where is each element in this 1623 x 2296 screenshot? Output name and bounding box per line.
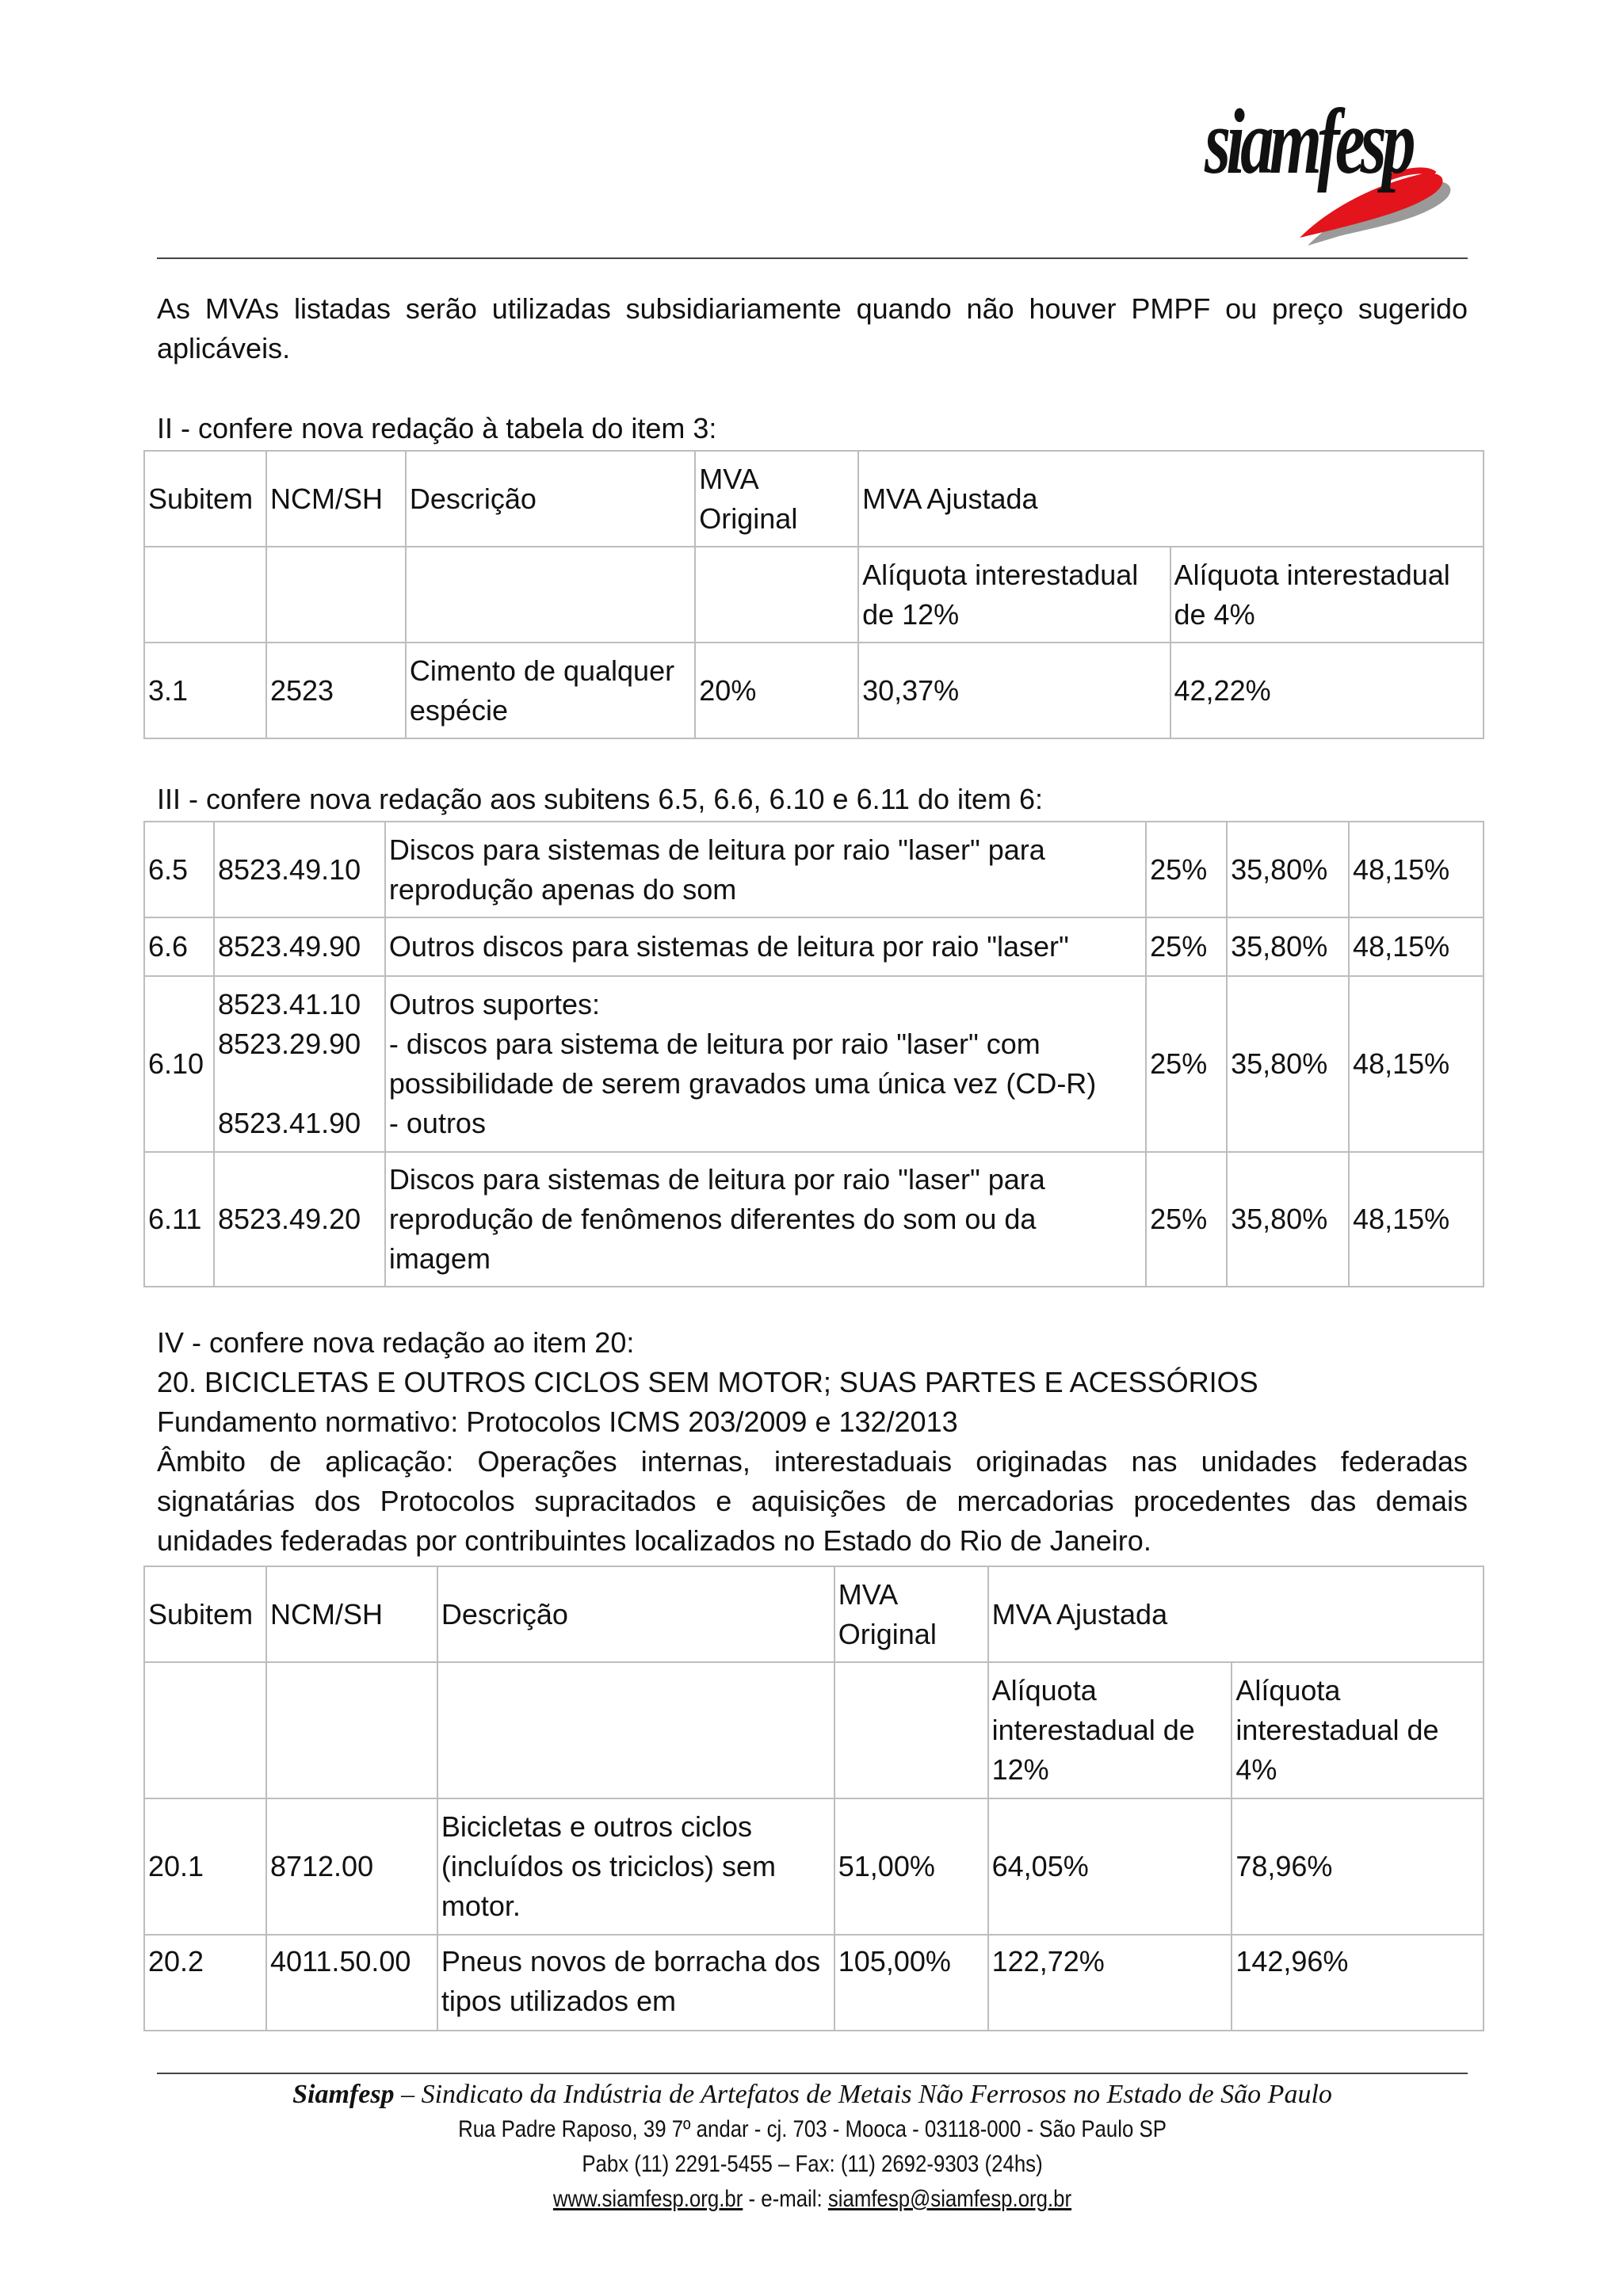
table-row bbox=[144, 822, 1484, 917]
intro-paragraph: As MVAs listadas serão utilizadas subsidiariamente quando não houver PMPF ou preço sugerido aplicáveis. bbox=[157, 292, 1468, 364]
cell-ncm: 4011.50.00 bbox=[266, 1935, 437, 2031]
section-4-ambito: Âmbito de aplicação: Operações internas, interestaduais originadas nas unidades federadas signatárias dos Protocolos supracitados e aquisições de mercadorias procedentes das demais unidades federadas por contribuintes localizados no Estado do Rio de Janeiro. bbox=[157, 1445, 1468, 1557]
cell-mva-original: 105,00% bbox=[834, 1935, 988, 2031]
cell-mva-4: 142,96% bbox=[1232, 1935, 1484, 2031]
cell-mva-4: 48,15% bbox=[1349, 1152, 1484, 1287]
table-header-row bbox=[144, 1566, 1484, 1662]
ncm-line: 8523.41.90 bbox=[217, 1107, 361, 1139]
ncm-line: 8523.29.90 bbox=[217, 1028, 361, 1060]
cell-mva-4: 48,15% bbox=[1349, 822, 1484, 917]
header-descricao: Descrição bbox=[406, 451, 695, 547]
header-mva-ajustada: MVA Ajustada bbox=[858, 451, 1484, 547]
cell-subitem: 6.5 bbox=[144, 822, 214, 917]
header-subitem: Subitem bbox=[144, 1566, 266, 1662]
section-4-heading: IV - confere nova redação ao item 20: bbox=[157, 1326, 635, 1359]
cell-descricao: Discos para sistemas de leitura por raio "laser" para reprodução de fenômenos diferentes do som ou da imagem bbox=[385, 1152, 1146, 1287]
cell-mva-12: 122,72% bbox=[988, 1935, 1232, 2031]
cell-mva-12: 35,80% bbox=[1227, 822, 1349, 917]
cell-ncm: 8523.49.90 bbox=[214, 917, 385, 976]
cell-ncm: 2523 bbox=[266, 643, 406, 738]
cell-mva-original: 20% bbox=[695, 643, 858, 738]
cell-mva-4: 48,15% bbox=[1349, 976, 1484, 1152]
table-header-row bbox=[144, 451, 1484, 547]
cell-descricao: Outros discos para sistemas de leitura por raio "laser" bbox=[385, 917, 1146, 976]
cell-subitem: 20.2 bbox=[144, 1935, 266, 2031]
section-4-fundamento: Fundamento normativo: Protocolos ICMS 203/2009 e 132/2013 bbox=[157, 1405, 958, 1438]
table-row bbox=[144, 1798, 1484, 1935]
section-3-heading: III - confere nova redação aos subitens 6.5, 6.6, 6.10 e 6.11 do item 6: bbox=[157, 783, 1044, 815]
cell-descricao-multi bbox=[385, 976, 1146, 1152]
cell-mva-4: 42,22% bbox=[1170, 643, 1484, 738]
desc-line: Outros suportes: bbox=[388, 988, 601, 1020]
cell-mva-4: 78,96% bbox=[1232, 1798, 1484, 1935]
footer-email-label: - e-mail: bbox=[743, 2186, 828, 2212]
cell-descricao: Pneus novos de borracha dos tipos utilizados em bbox=[437, 1935, 834, 2031]
header-mva-original: MVA Original bbox=[834, 1566, 988, 1662]
header-descricao: Descrição bbox=[437, 1566, 834, 1662]
section-2-heading: II - confere nova redação à tabela do item 3: bbox=[157, 412, 717, 444]
cell-mva-original: 25% bbox=[1146, 917, 1227, 976]
header-aliquota-12: Alíquota interestadual de 12% bbox=[988, 1662, 1232, 1798]
table-item-3 bbox=[143, 450, 1484, 739]
table-item-6 bbox=[143, 821, 1484, 1287]
cell-subitem: 6.6 bbox=[144, 917, 214, 976]
header-ncm: NCM/SH bbox=[266, 451, 406, 547]
footer-website-link[interactable]: www.siamfesp.org.br bbox=[552, 2186, 743, 2212]
table-row bbox=[144, 976, 1484, 1152]
cell-mva-original: 25% bbox=[1146, 976, 1227, 1152]
footer-org-desc: – Sindicato da Indústria de Artefatos de Metais Não Ferrosos no Estado de São Paulo bbox=[394, 2080, 1332, 2109]
section-4-title: 20. BICICLETAS E OUTROS CICLOS SEM MOTOR; SUAS PARTES E ACESSÓRIOS bbox=[157, 1366, 1258, 1398]
cell-ncm: 8523.49.10 bbox=[214, 822, 385, 917]
footer bbox=[157, 2077, 1468, 2217]
header-aliquota-4: Alíquota interestadual de 4% bbox=[1232, 1662, 1484, 1798]
cell-mva-original: 51,00% bbox=[834, 1798, 988, 1935]
header-aliquota-12: Alíquota interestadual de 12% bbox=[858, 547, 1170, 643]
header-mva-ajustada: MVA Ajustada bbox=[988, 1566, 1484, 1662]
table-subheader-row bbox=[144, 1662, 1484, 1798]
cell-descricao: Discos para sistemas de leitura por raio "laser" para reprodução apenas do som bbox=[385, 822, 1146, 917]
cell-subitem: 3.1 bbox=[144, 643, 266, 738]
cell-ncm: 8712.00 bbox=[266, 1798, 437, 1935]
cell-descricao: Cimento de qualquer espécie bbox=[406, 643, 695, 738]
table-row bbox=[144, 1935, 1484, 2031]
header-rule bbox=[157, 257, 1468, 259]
table-row bbox=[144, 917, 1484, 976]
footer-email-link[interactable]: siamfesp@siamfesp.org.br bbox=[827, 2186, 1072, 2212]
cell-ncm-multi bbox=[214, 976, 385, 1152]
table-subheader-row bbox=[144, 547, 1484, 643]
cell-subitem: 6.10 bbox=[144, 976, 214, 1152]
siamfesp-logo bbox=[1189, 90, 1458, 254]
table-row bbox=[144, 1152, 1484, 1287]
cell-mva-12: 35,80% bbox=[1227, 976, 1349, 1152]
cell-mva-12: 35,80% bbox=[1227, 1152, 1349, 1287]
cell-mva-4: 48,15% bbox=[1349, 917, 1484, 976]
header-subitem: Subitem bbox=[144, 451, 266, 547]
header-ncm: NCM/SH bbox=[266, 1566, 437, 1662]
cell-descricao: Bicicletas e outros ciclos (incluídos os triciclos) sem motor. bbox=[437, 1798, 834, 1935]
cell-mva-12: 30,37% bbox=[858, 643, 1170, 738]
footer-address: Rua Padre Raposo, 39 7º andar - cj. 703 - Mooca - 03118-000 - São Paulo SP bbox=[458, 2116, 1167, 2142]
cell-ncm: 8523.49.20 bbox=[214, 1152, 385, 1287]
footer-rule bbox=[157, 2073, 1468, 2074]
footer-contact-line bbox=[249, 2182, 1376, 2217]
desc-line: - outros bbox=[388, 1107, 486, 1139]
cell-mva-12: 64,05% bbox=[988, 1798, 1232, 1935]
cell-mva-original: 25% bbox=[1146, 1152, 1227, 1287]
footer-org-line bbox=[157, 2077, 1468, 2112]
header-mva-original: MVA Original bbox=[695, 451, 858, 547]
footer-org: Siamfesp bbox=[292, 2080, 395, 2109]
header-aliquota-4: Alíquota interestadual de 4% bbox=[1170, 547, 1484, 643]
cell-mva-12: 35,80% bbox=[1227, 917, 1349, 976]
footer-phone: Pabx (11) 2291-5455 – Fax: (11) 2692-9303 (24hs) bbox=[582, 2151, 1043, 2177]
table-row bbox=[144, 643, 1484, 738]
cell-mva-original: 25% bbox=[1146, 822, 1227, 917]
logo-wordmark: siamfesp bbox=[1205, 90, 1411, 193]
table-item-20 bbox=[143, 1566, 1484, 2031]
ncm-line: 8523.41.10 bbox=[217, 988, 361, 1020]
ncm-spacer bbox=[218, 1064, 381, 1104]
desc-line: - discos para sistema de leitura por raio "laser" com possibilidade de serem gravados uma única vez (CD-R) bbox=[388, 1028, 1097, 1100]
cell-subitem: 20.1 bbox=[144, 1798, 266, 1935]
cell-subitem: 6.11 bbox=[144, 1152, 214, 1287]
